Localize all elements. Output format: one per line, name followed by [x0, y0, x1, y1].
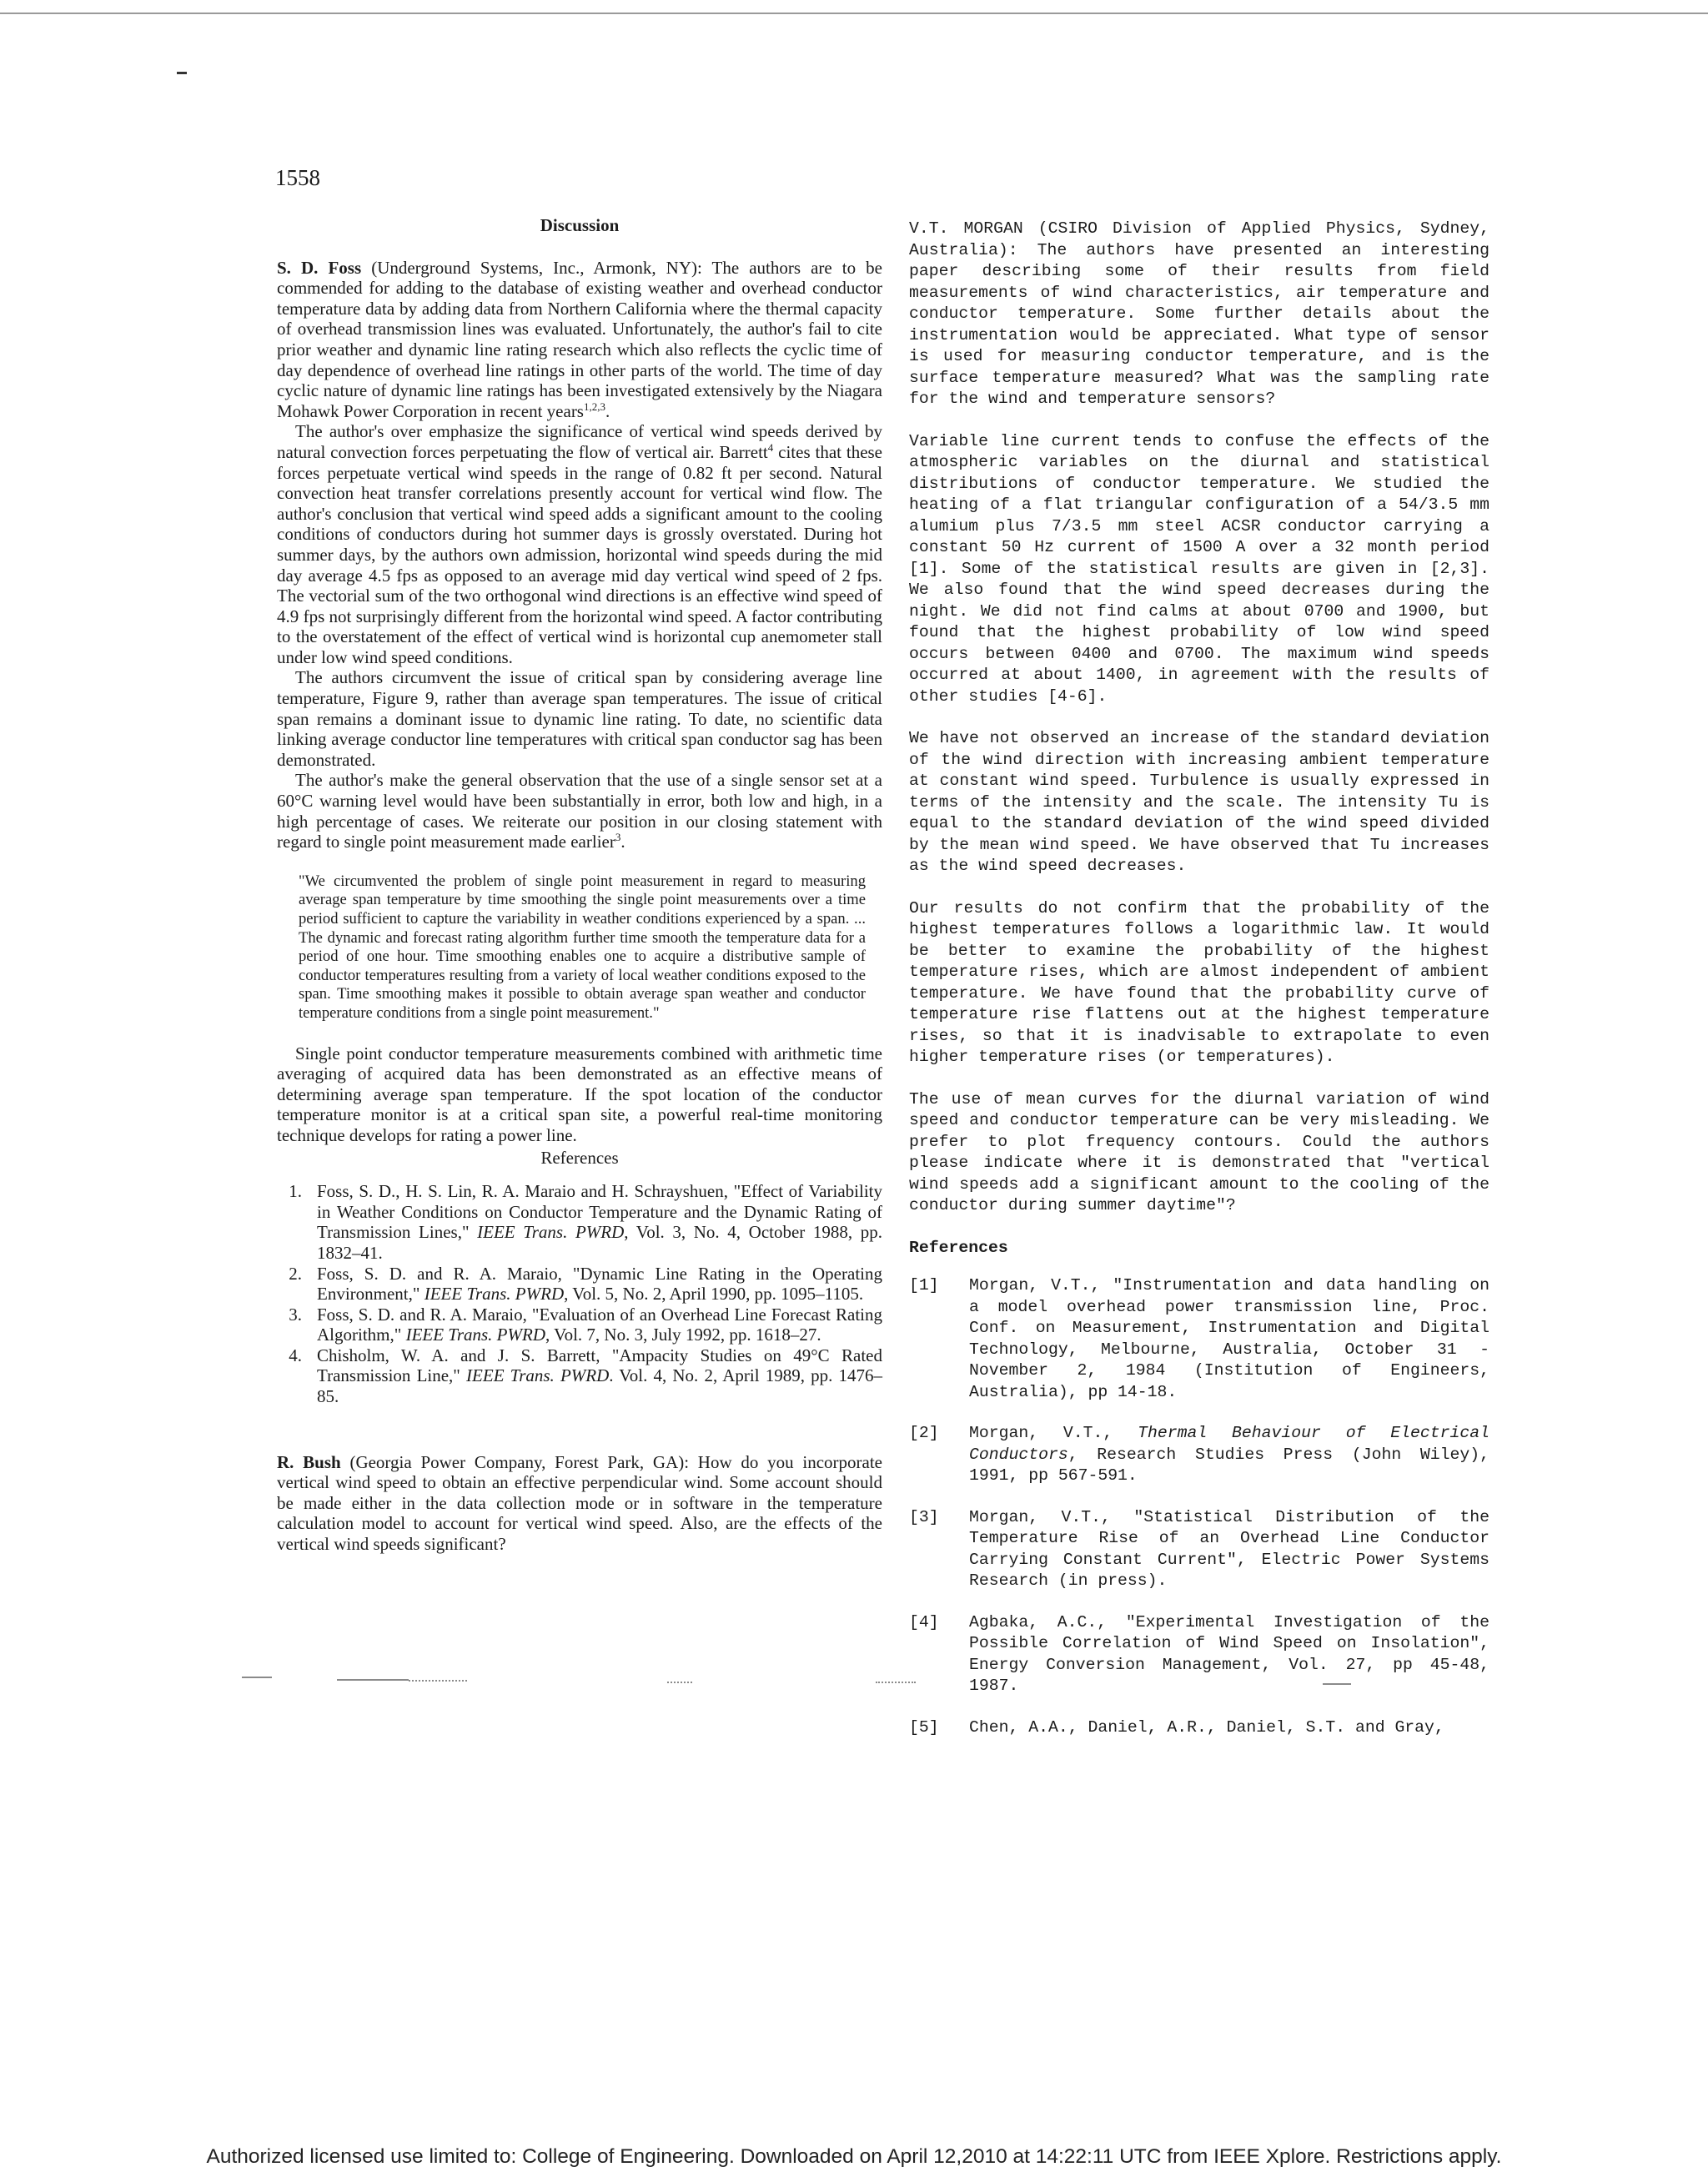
reference-number: 1.	[289, 1181, 302, 1202]
foss-reference-list	[277, 1181, 882, 1407]
reference-text-end: , Vol. 5, No. 2, April 1990, pp. 1095–1105.	[564, 1284, 864, 1305]
discussion-heading: Discussion	[540, 215, 620, 235]
right-column	[909, 219, 1489, 1758]
scan-artifact-line	[242, 1677, 272, 1678]
left-column	[277, 215, 882, 1555]
foss-text-4a: The author's make the general observation that the use of a single sensor set at a 60°C warning level would have been substantially in error, both low and high, in a high percentage of cases. We reiterate our position in our closing statement with regard to single point measurement made earlier	[277, 770, 882, 852]
reference-text: Morgan, V.T., "Statistical Distribution of the Temperature Rise of an Overhead Line Conductor Carrying Constant Current", Electric Power Systems Research (in press).	[969, 1507, 1489, 1590]
reference-number: [2]	[909, 1424, 939, 1442]
foss-block-quote: "We circumvented the problem of single point measurement in regard to measuring average span temperature by time smoothing the single point measurements over a time period sufficient to capture the variability in weather conditions experienced by a span. ... The dynamic and forecast rating algorithm further time smooth the temperature data for a period of one hour. Time smoothing enables one to acquire a distributive sample of conductor temperatures resulting from a variety of local weather conditions exposed to the span. Time smoothing makes it possible to obtain average span weather and conductor temperature conditions from a single point measurement."	[299, 872, 866, 1022]
reference-journal: IEEE Trans. PWRD	[466, 1365, 610, 1386]
reference-text: Morgan, V.T.,	[969, 1424, 1138, 1442]
reference-number: [1]	[909, 1276, 939, 1295]
reference-text: Foss, S. D. and R. A. Maraio, "Dynamic Line Rating in the Operating Environment,"	[317, 1263, 882, 1305]
scan-artifact-line	[337, 1679, 409, 1681]
morgan-paragraph-3: We have not observed an increase of the standard deviation of the wind direction with increasing ambient temperature at constant wind speed. Turbulence is usually expressed in terms of the intensity and the scale. The intensity Tu is equal to the standard deviation of the wind speed divided by the mean wind speed. We have observed that Tu increases as the wind speed decreases.	[909, 729, 1489, 875]
scan-artifact-line	[1323, 1683, 1351, 1685]
morgan-paragraph-4: Our results do not confirm that the probability of the highest temperatures follows a logarithmic law. It would be better to examine the probability of the highest temperature rises, which are almost independent of ambient temperature. We have found that the probability curve of temperature rise flattens out at the highest temperature rises, so that it is inadvisable to extrapolate to even higher temperature rises (or temperatures).	[909, 898, 1489, 1066]
reference-number: 4.	[289, 1345, 302, 1365]
foss-reference-item	[277, 1264, 882, 1305]
margin-dash-mark	[177, 72, 187, 74]
reference-text: Morgan, V.T., "Instrumentation and data handling on a model overhead power transmission line, Proc. Conf. on Measurement, Instrumentation and Digital Technology, Melbourne, Australia, October 31 - November 2, 1984 (Institution of Engineers, Australia), pp 14-18.	[969, 1276, 1489, 1401]
foss-paragraph-3: The authors circumvent the issue of critical span by considering average line temperature, Figure 9, rather than average span temperatures. The issue of critical span remains a dominant issue to dynamic line rating. To date, no scientific data linking average conductor line temperatures with critical span conductor sag has been demonstrated.	[277, 667, 882, 770]
top-scan-rule	[0, 13, 1708, 14]
foss-text-1-end: .	[605, 400, 610, 421]
morgan-references-heading: References	[909, 1238, 1008, 1257]
reference-text: Chen, A.A., Daniel, A.R., Daniel, S.T. and Gray,	[969, 1717, 1444, 1737]
morgan-paragraph-2: Variable line current tends to confuse the effects of the atmospheric variables on the diurnal and statistical distributions of conductor temperature. We studied the heating of a flat triangular configuration of a 54/3.5 mm alumium plus 7/3.5 mm steel ACSR conductor carrying a constant 50 Hz current of 1500 A over a 32 month period [1]. Some of the statistical results are given in [2,3]. We also found that the wind speed decreases during the night. We did not find calms at about 0700 and 1900, but found that the highest probability of low wind speed occurs between 0400 and 0700. The maximum wind speeds occurred at about 1400, in agreement with the results of other studies [4-6].	[909, 431, 1489, 706]
foss-citation-1: 1,2,3	[583, 400, 605, 413]
morgan-reference-item	[909, 1507, 1489, 1592]
reference-number: [4]	[909, 1612, 939, 1631]
foss-paragraph-4	[277, 770, 882, 852]
reference-number: 3.	[289, 1304, 302, 1325]
morgan-reference-item	[909, 1423, 1489, 1487]
scan-artifact-line	[667, 1682, 692, 1683]
foss-text-1: (Underground Systems, Inc., Armonk, NY): The authors are to be commended for adding to the database of existing weather and overhead conductor temperature data by adding data from Northern California where the thermal capacity of overhead transmission lines was evaluated. Unfortunately, the author's fail to cite prior weather and dynamic line rating research which also reflects the cyclic time of day dependence of overhead line ratings in other parts of the world. The time of day cyclic nature of dynamic line ratings has been investigated extensively by the Niagara Mohawk Power Corporation in recent years	[277, 257, 882, 421]
foss-citation-2: 4	[767, 440, 774, 454]
scan-artifact-line	[409, 1680, 467, 1682]
foss-references-heading: References	[540, 1147, 619, 1168]
foss-text-2a: The author's over emphasize the significance of vertical wind speeds derived by natural convection forces perpetuating the flow of vertical air. Barrett	[277, 421, 882, 462]
reference-number: 2.	[289, 1263, 302, 1284]
foss-text-4-end: .	[620, 832, 625, 852]
footer-license-notice: Authorized licensed use limited to: College of Engineering. Downloaded on April 12,2010 at 14:22:11 UTC from IEEE Xplore. Restrictions apply.	[206, 2145, 1502, 2168]
foss-paragraph-2	[277, 421, 882, 667]
reference-text-end: . Vol. 4, No. 2, April 1989, pp. 1476–85.	[317, 1365, 883, 1407]
morgan-reference-item	[909, 1717, 1489, 1739]
bush-paragraph	[277, 1452, 882, 1555]
page-number: 1558	[275, 165, 320, 190]
reference-text-end: , Vol. 3, No. 4, October 1988, pp. 1832–41.	[317, 1222, 883, 1263]
reference-journal: IEEE Trans. PWRD	[405, 1325, 545, 1345]
reference-journal: IEEE Trans. PWRD	[477, 1222, 625, 1243]
reference-text: Chisholm, W. A. and J. S. Barrett, "Ampacity Studies on 49°C Rated Transmission Line,"	[317, 1345, 882, 1386]
reference-text: Agbaka, A.C., "Experimental Investigation of the Possible Correlation of Wind Speed on Insolation", Energy Conversion Management, Vol. 27, pp 45-48, 1987.	[969, 1612, 1489, 1695]
foss-text-2b: cites that these forces perpetuate vertical wind speeds in the range of 0.82 ft per second. Natural convection heat transfer correlations presently account for vertical wind flow. The author's conclusion that vertical wind speed adds a significant amount to the cooling conditions of conductors during hot summer days is grossly overstated. During hot summer days, by the authors own admission, horizontal wind speeds during the mid day average 4.5 fps as opposed to an average mid day vertical wind speed of 2 fps. The vectorial sum of the two orthogonal wind directions is an effective wind speed of 4.9 fps not surprisingly different from the horizontal wind speed. A factor contributing to the overstatement of the effect of vertical wind is horizontal cup anemometer stall under low wind speed conditions.	[277, 441, 883, 667]
foss-reference-item	[277, 1305, 882, 1345]
reference-number: [5]	[909, 1717, 939, 1737]
foss-paragraph-5: Single point conductor temperature measurements combined with arithmetic time averaging of acquired data has been demonstrated as an effective means of determining average span temperature. If the spot location of the conductor temperature monitor is at a critical span site, a powerful real-time monitoring technique develops for rating a power line.	[277, 1043, 882, 1145]
morgan-reference-item	[909, 1275, 1489, 1403]
reference-text: Foss, S. D., H. S. Lin, R. A. Maraio and H. Schrayshuen, "Effect of Variability in Weather Conditions on Conductor Temperature and the Dynamic Rating of Transmission Lines,"	[317, 1181, 882, 1243]
bush-author: R. Bush	[277, 1451, 341, 1472]
morgan-paragraph-1: V.T. MORGAN (CSIRO Division of Applied Physics, Sydney, Australia): The authors have presented an interesting paper describing some of their results from field measurements of wind characteristics, air temperature and conductor temperature. Some further details about the instrumentation would be appreciated. What type of sensor is used for measuring conductor temperature, and is the surface temperature measured? What was the sampling rate for the wind and temperature sensors?	[909, 219, 1489, 408]
foss-reference-item	[277, 1345, 882, 1407]
foss-author: S. D. Foss	[277, 257, 362, 278]
reference-text-end: , Research Studies Press (John Wiley), 1991, pp 567-591.	[969, 1445, 1489, 1485]
scan-artifact-line	[876, 1682, 916, 1683]
reference-journal: IEEE Trans. PWRD	[424, 1284, 565, 1305]
foss-paragraph-1	[277, 258, 882, 422]
reference-number: [3]	[909, 1507, 939, 1526]
bush-text: (Georgia Power Company, Forest Park, GA): How do you incorporate vertical wind speed to obtain an effective perpendicular wind. Some account should be made either in the data collection mode or in software in the temperature calculation model to account for vertical wind speed. Also, are the effects of the vertical wind speeds significant?	[277, 1451, 882, 1555]
foss-citation-4: 3	[615, 831, 621, 844]
reference-text-end: , Vol. 7, No. 3, July 1992, pp. 1618–27.	[545, 1325, 821, 1345]
morgan-paragraph-5: The use of mean curves for the diurnal variation of wind speed and conductor temperature can be very misleading. We prefer to plot frequency contours. Could the authors please indicate where it is demonstrated that "vertical wind speeds add a significant amount to the cooling of the conductor during summer daytime"?	[909, 1089, 1489, 1214]
reference-book-title: Thermal Behaviour of Electrical Conductors	[969, 1424, 1489, 1464]
reference-text: Foss, S. D. and R. A. Maraio, "Evaluation of an Overhead Line Forecast Rating Algorithm,"	[317, 1304, 882, 1345]
foss-reference-item	[277, 1181, 882, 1263]
morgan-reference-item	[909, 1612, 1489, 1697]
